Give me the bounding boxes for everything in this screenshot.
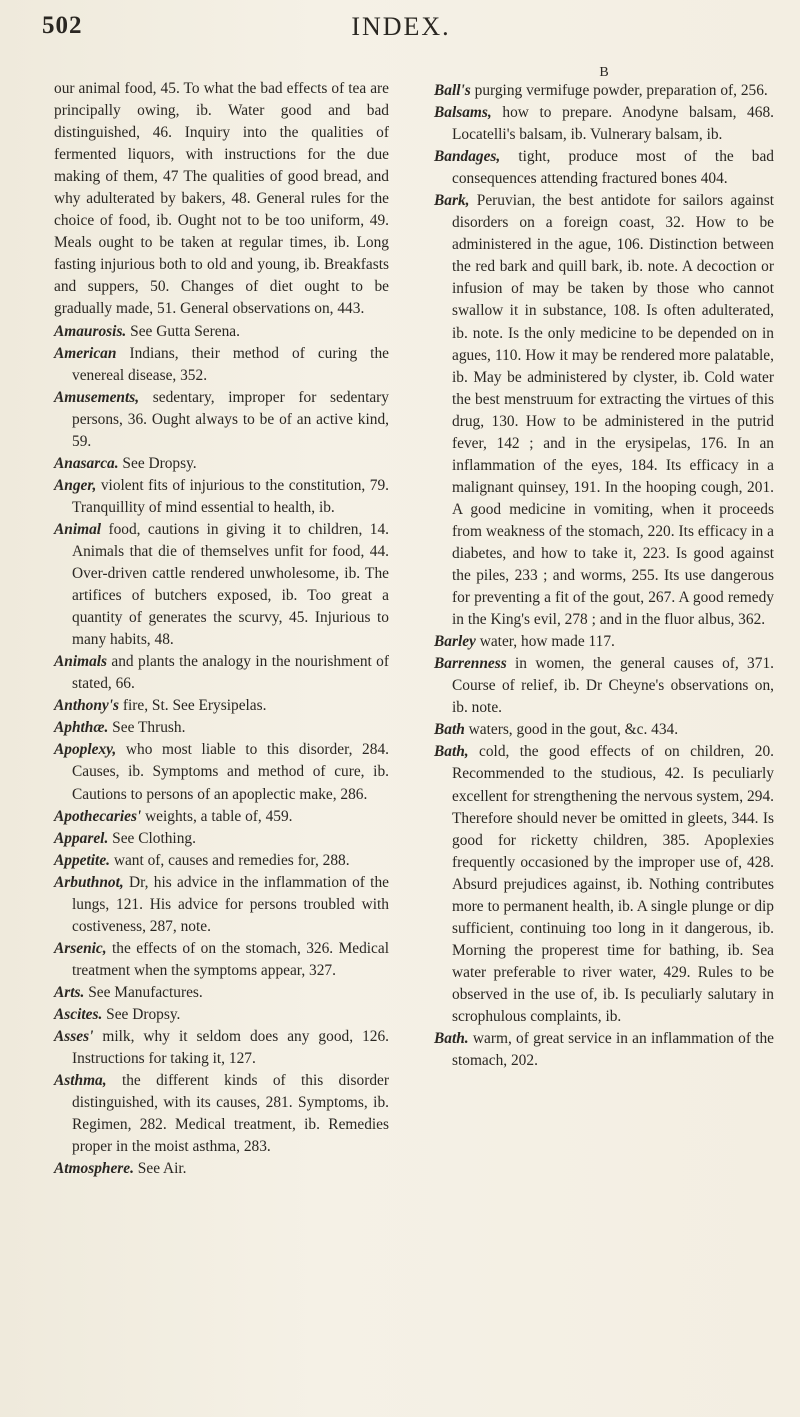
entry-text: See Clothing. [108,829,196,847]
entry-text: who most liable to this disorder, 284. Causes, ib. Symptoms and method of cure, ib. Cautions to persons of an apoplectic make, 286. [72,741,389,803]
entry-headword: Ball's [434,82,471,99]
index-entry [54,453,389,475]
entry-text: sedentary, improper for sedentary persons, 36. Ought always to be of an active kind, 59. [72,388,389,450]
index-entry [54,806,389,828]
index-entry [434,1028,774,1072]
entry-text: Peruvian, the best antidote for sailors against disorders on a foreign coast, 32. How to be administered in the ague, 106. Distinction between the red bark and quill bark, ib. note. A decoction or infusion of may be taken by those who cannot swallow it in substance, 108. Is often adulterated, ib. note. Is the only medicine to be depended on in agues, 110. How it may be rendered more palatable, ib. May be administered by clyster, ib. Cold water the best menstruum for extracting the virtues of this drug, 130. How to be administered in the putrid fever, 142 ; and in the erysipelas, 176. In an inflammation of the eyes, 184. Its efficacy in a malignant quinsey, 191. In the hooping cough, 201. A good medicine in vomiting, when it proceeds from weakness of the stomach, 220. Its efficacy in a diabetes, and how to take it, 223. Is good against the piles, 233 ; and worms, 255. Its use dangerous for preventing a fit of the gout, 267. A good remedy in the King's evil, 278 ; and in the fluor albus, 362. [452,192,774,629]
index-entry [434,80,774,102]
index-entry [54,1026,389,1070]
entry-headword: Arts. [54,983,85,1001]
index-entry [54,695,389,717]
index-entry [54,982,389,1004]
entry-text: Dr, his advice in the inflammation of the lungs, 121. His advice for persons troubled with costiveness, 287, note. [72,873,389,935]
entry-text: want of, causes and remedies for, 288. [110,851,350,869]
entry-text: See Thrush. [108,719,186,737]
entry-headword: Ascites. [54,1005,103,1023]
entry-headword: Anasarca. [54,454,119,472]
entry-text: how to prepare. Anodyne balsam, 468. Locatelli's balsam, ib. Vulnerary balsam, ib. [452,104,774,144]
index-entry [434,102,774,146]
entry-headword: Asses' [54,1028,94,1046]
index-entry [54,872,389,938]
index-entry [434,631,774,653]
entry-text: and plants the analogy in the nourishment of stated, 66. [72,653,389,693]
entry-headword: Barley [434,633,476,651]
index-entry [434,719,774,741]
entry-headword: Anger, [54,476,97,494]
entry-headword: Asthma, [54,1072,107,1090]
entry-text: See Dropsy. [102,1005,181,1023]
index-entry [54,717,389,739]
entry-text: fire, St. See Erysipelas. [119,697,267,715]
entry-headword: Balsams, [434,104,492,122]
index-entry [54,1004,389,1026]
entry-headword: Amaurosis. [54,322,127,340]
entry-headword: Bath. [434,1030,469,1048]
entry-headword: Amusements, [54,388,140,406]
index-entry [54,519,389,651]
entry-headword: Barrenness [434,655,507,673]
entry-headword: Arbuthnot, [54,873,124,891]
left-column [54,78,389,1180]
entry-headword: Bath [434,721,465,739]
entry-text: warm, of great service in an inflammation of the stomach, 202. [452,1030,774,1070]
entry-text: milk, why it seldom does any good, 126. Instructions for taking it, 127. [72,1028,389,1068]
entry-text: tight, produce most of the bad consequences attending fractured bones 404. [452,148,774,188]
entry-text: the effects of on the stomach, 326. Medical treatment when the symptoms appear, 327. [72,939,389,979]
index-entry [54,651,389,695]
entry-headword: Apothecaries' [54,807,142,825]
entry-headword: Aphthæ. [54,719,109,737]
right-entry-list [434,80,774,1072]
entry-text: weights, a table of, 459. [141,807,293,825]
entry-headword: Apparel. [54,829,109,847]
index-entry [54,739,389,805]
index-entry [54,1158,389,1180]
entry-text: See Dropsy. [118,454,197,472]
entry-text: in women, the general causes of, 371. Course of relief, ib. Dr Cheyne's observations on, ib. note. [452,655,774,717]
entry-text: violent fits of injurious to the constitution, 79. Tranquillity of mind essential to health, ib. [72,476,389,516]
index-entry [434,190,774,631]
index-entry [54,828,389,850]
section-letter: B [599,65,609,80]
right-column [434,65,774,1072]
entry-headword: Bandages, [434,148,501,166]
left-entry-list [54,321,389,1181]
entry-text: Indians, their method of curing the venereal disease, 352. [72,344,389,384]
index-entry [54,387,389,453]
entry-text: See Air. [133,1160,187,1178]
entry-headword: Apoplexy, [54,741,117,759]
index-entry [434,146,774,190]
entry-text: See Manufactures. [84,983,203,1001]
index-entry [434,653,774,719]
entry-text: cold, the good effects of on children, 20. Recommended to the studious, 42. Is peculiarly excellent for strengthening the nervous system, 294. Therefore should never be omitted in gleets, 344. Is good for ricketty children, 385. Apoplexies frequently occasioned by the improper use of, 428. Absurd prejudices against, ib. Nothing contributes more to permanent health, ib. A single plunge or dip sufficient, continuing too long in it dangerous, ib. Morning the properest time for bathing, ib. Sea water preferable to river water, 429. Rules to be observed in the use of, ib. Is peculiarly salutary in scrophulous complaints, ib. [452,743,774,1025]
entry-headword: Animal [54,520,102,538]
index-entry [54,1070,389,1158]
entry-headword: Anthony's [54,697,120,715]
entry-headword: Atmosphere. [54,1160,134,1178]
index-entry [54,850,389,872]
page-number: 502 [42,12,83,39]
entry-text: purging vermifuge powder, preparation of, 256. [470,82,768,99]
entry-headword: American [54,344,117,362]
index-entry [54,938,389,982]
continued-entry-text: our animal food, 45. To what the bad effects of tea are principally owing, ib. Water good and bad distinguished, 46. Inquiry into the qualities of fermented liquors, with instructions for the due making of them, 47 The qualities of good bread, and why adulterated by bakers, 48. General rules for the choice of food, ib. Ought not to be too uniform, 49. Meals ought to be taken at regular times, ib. Long fasting injurious both to old and young, ib. Breakfasts and suppers, 50. Changes of diet ought to be gradually made, 51. General observations on, 443. [54,80,389,318]
entry-text: See Gutta Serena. [126,322,240,340]
index-entry [54,321,389,343]
entry-headword: Animals [54,653,108,671]
index-entry [54,343,389,387]
entry-text: waters, good in the gout, &c. 434. [464,721,679,739]
entry-text: food, cautions in giving it to children, 14. Animals that die of themselves unfit for food, 44. Over-driven cattle rendered unwholesome, ib. The artifices of butchers exposed, ib. Too great a quantity of generates the scurvy, 45. Injurious to many habits, 48. [72,520,389,649]
running-head: INDEX. [351,12,451,41]
entry-headword: Bath, [434,743,469,761]
entry-headword: Appetite. [54,851,110,869]
index-entry [434,741,774,1028]
page-header [42,10,760,50]
entry-headword: Arsenic, [54,939,107,957]
entry-text: water, how made 117. [475,633,615,651]
entry-headword: Bark, [434,192,470,210]
index-entry [54,475,389,519]
entry-text: the different kinds of this disorder distinguished, with its causes, 281. Symptoms, ib. Regimen, 282. Medical treatment, ib. Remedies proper in the moist asthma, 283. [72,1072,389,1156]
